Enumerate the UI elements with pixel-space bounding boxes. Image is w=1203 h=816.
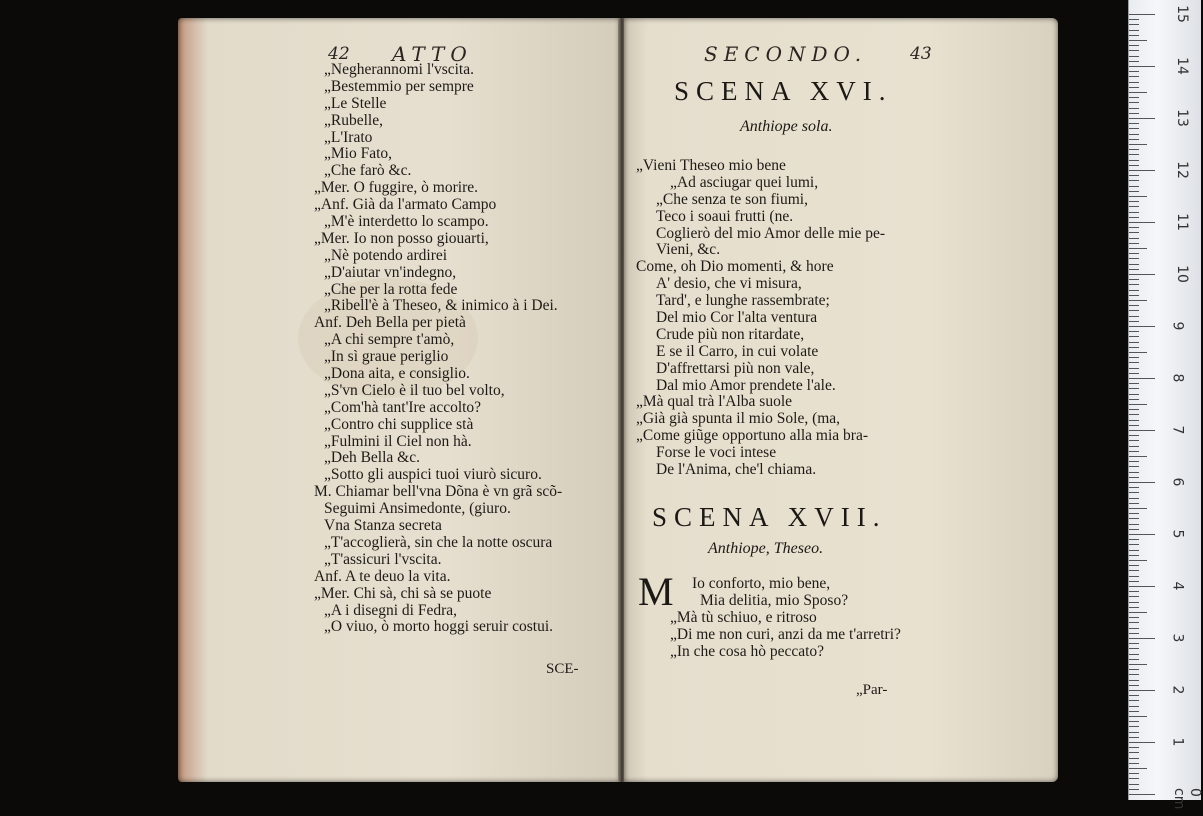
ruler-tick [1129, 269, 1139, 270]
text-line: „Vieni Theseo mio bene [636, 157, 786, 174]
ruler-tick [1129, 279, 1139, 280]
ruler-tick [1129, 310, 1139, 311]
ruler-tick [1129, 383, 1139, 384]
ruler-tick [1129, 726, 1139, 727]
ruler-label: 13 [1173, 109, 1190, 127]
ruler-tick [1129, 602, 1139, 603]
ruler-tick [1129, 19, 1139, 20]
ruler-tick [1129, 61, 1139, 62]
ruler-tick [1129, 633, 1139, 634]
ruler-tick [1129, 565, 1139, 566]
ruler-tick [1129, 40, 1147, 41]
ruler-tick [1129, 378, 1155, 379]
ruler-tick [1129, 35, 1139, 36]
ruler-tick [1129, 331, 1139, 332]
ruler-label: 7 [1169, 425, 1186, 435]
ruler-tick [1129, 50, 1139, 51]
ruler-tick [1129, 440, 1139, 441]
text-line: „T'accoglierà, sin che la notte oscura [324, 533, 553, 551]
ruler-tick [1129, 238, 1139, 239]
ruler-tick [1129, 76, 1139, 77]
text-line: „A i disegni di Fedra, [324, 601, 458, 619]
ruler-tick [1129, 186, 1139, 187]
text-line: Dal mio Amor prendete l'ale. [656, 376, 836, 394]
ruler-tick [1129, 794, 1155, 795]
text-line: „Che farò &c. [324, 162, 412, 180]
text-line: „D'aiutar vn'indegno, [324, 263, 457, 281]
ruler-tick [1129, 466, 1139, 467]
ruler-tick [1129, 763, 1139, 764]
ruler-tick [1129, 529, 1139, 530]
ruler-tick [1129, 362, 1139, 363]
ruler-tick [1129, 316, 1139, 317]
ruler-tick [1129, 596, 1139, 597]
ruler-tick [1129, 695, 1139, 696]
text-line: De l'Anima, che'l chiama. [656, 461, 817, 479]
ruler-tick [1129, 513, 1139, 514]
ruler-tick [1129, 170, 1155, 171]
ruler-tick [1129, 97, 1139, 98]
text-line: „Rubelle, [324, 111, 383, 129]
ruler-tick [1129, 472, 1139, 473]
text-line: „A chi sempre t'amò, [324, 331, 455, 349]
text-line: E se il Carro, in cui volate [656, 342, 819, 360]
ruler-tick [1129, 352, 1147, 353]
ruler-tick [1129, 732, 1139, 733]
text-line: Io conforto, mio bene, [692, 575, 831, 592]
ruler-tick [1129, 607, 1139, 608]
ruler-label: 6 [1169, 477, 1186, 487]
text-line: Anf. A te deuo la vita. [314, 567, 451, 585]
text-line: Coglierò del mio Amor delle mie pe- [656, 224, 886, 242]
text-line: M. Chiamar bell'vna Dõna è vn grã scõ- [314, 483, 563, 501]
text-line: Seguimi Ansimedonte, (giuro. [324, 500, 511, 518]
ruler-tick [1129, 248, 1147, 249]
ruler-tick [1129, 175, 1139, 176]
ruler-tick [1129, 638, 1155, 639]
ruler-tick [1129, 160, 1139, 161]
ruler-tick [1129, 191, 1139, 192]
ruler-tick [1129, 690, 1155, 691]
text-line: „Ribell'è à Theseo, & inimico à i Dei. [324, 297, 558, 315]
ruler-tick [1129, 243, 1139, 244]
ruler-tick [1129, 586, 1155, 587]
text-line: „In che cosa hò peccato? [670, 642, 825, 660]
ruler-tick [1129, 544, 1139, 545]
text-line: „Contro chi supplice stà [324, 415, 474, 433]
ruler-label: 3 [1169, 633, 1186, 643]
ruler-tick [1129, 420, 1139, 421]
text-line: „T'assicuri l'vscita. [324, 550, 442, 568]
ruler-label: 5 [1169, 529, 1186, 539]
ruler-tick [1129, 118, 1155, 119]
text-line: Forse le voci intese [656, 444, 777, 462]
text-line: „S'vn Cielo è il tuo bel volto, [324, 381, 505, 399]
text-line: „Che per la rotta fede [324, 280, 458, 298]
ruler-tick [1129, 456, 1147, 457]
ruler-tick [1129, 264, 1139, 265]
ruler-label: 15 [1173, 5, 1190, 23]
ruler-label: 10 [1173, 265, 1190, 283]
ruler-tick [1129, 503, 1139, 504]
text-line: „Mer. Chi sà, chi sà se puote [314, 584, 492, 602]
left-page [178, 18, 620, 782]
text-line: „Anf. Già da l'armato Campo [314, 196, 497, 214]
ruler-tick [1129, 373, 1139, 374]
ruler-tick [1129, 477, 1139, 478]
text-line: A' desio, che vi misura, [656, 275, 802, 293]
ruler-tick [1129, 659, 1139, 660]
text-line: „In sì graue periglio [324, 348, 449, 366]
text-line: „Mà qual trà l'Alba suole [636, 393, 793, 411]
ruler-tick [1129, 154, 1139, 155]
text-line: Tard', e lunghe rassembrate; [656, 292, 830, 310]
ruler-tick [1129, 570, 1139, 571]
ruler-tick [1129, 82, 1139, 83]
ruler-tick [1129, 737, 1139, 738]
ruler-tick [1129, 113, 1139, 114]
scene-xvi-characters: Anthiope sola. [740, 118, 833, 135]
right-catchword: „Par- [856, 682, 888, 698]
text-line: „Che senza te son fiumi, [656, 190, 808, 208]
ruler-tick [1129, 45, 1139, 46]
ruler-tick [1129, 284, 1139, 285]
ruler-tick [1129, 71, 1139, 72]
text-line: „Mer. Io non posso giouarti, [314, 229, 489, 247]
ruler-tick [1129, 664, 1147, 665]
text-line: „Com'hà tant'Ire accolto? [324, 398, 482, 416]
ruler-tick [1129, 700, 1139, 701]
text-line: „Mer. O fuggire, ò morire. [314, 179, 478, 197]
ruler-tick [1129, 685, 1139, 686]
ruler-tick [1129, 711, 1139, 712]
text-line: „Mio Fato, [324, 145, 393, 163]
ruler-tick [1129, 92, 1147, 93]
text-line: „Le Stelle [324, 94, 387, 112]
ruler-tick [1129, 550, 1139, 551]
ruler-tick [1129, 669, 1139, 670]
text-line: Crude più non ritardate, [656, 325, 805, 343]
ruler-tick [1129, 534, 1155, 535]
text-line: Mia delitia, mio Sposo? [700, 591, 849, 609]
ruler-tick [1129, 789, 1139, 790]
ruler-tick [1129, 742, 1155, 743]
ruler-tick [1129, 430, 1155, 431]
ruler-tick [1129, 539, 1139, 540]
ruler-tick [1129, 258, 1139, 259]
ruler-tick [1129, 461, 1139, 462]
ruler-tick [1129, 14, 1155, 15]
ruler-tick [1129, 30, 1139, 31]
right-page [624, 18, 1058, 782]
ruler-tick [1129, 758, 1139, 759]
scene-xvii-characters: Anthiope, Theseo. [708, 540, 824, 557]
right-page-number: 43 [910, 44, 932, 64]
ruler-tick [1129, 87, 1139, 88]
ruler-tick [1129, 784, 1139, 785]
right-running-head: SECONDO. [704, 42, 868, 66]
ruler-tick [1129, 524, 1139, 525]
text-line: „Negherannomi l'vscita. [324, 61, 474, 78]
ruler-tick [1129, 648, 1139, 649]
ruler-tick [1129, 674, 1139, 675]
ruler-tick [1129, 290, 1139, 291]
ruler-tick [1129, 134, 1139, 135]
measurement-ruler [1128, 0, 1203, 810]
ruler-tick [1129, 165, 1139, 166]
ruler-tick [1129, 56, 1139, 57]
ruler-tick [1129, 139, 1139, 140]
ruler-tick [1129, 149, 1139, 150]
ruler-tick [1129, 622, 1139, 623]
ruler-tick [1129, 482, 1155, 483]
ruler-tick [1129, 643, 1139, 644]
ruler-tick [1129, 342, 1139, 343]
text-line: „L'Irato [324, 128, 373, 146]
ruler-label: 12 [1173, 161, 1190, 179]
ruler-tick [1129, 576, 1139, 577]
ruler-tick [1129, 295, 1139, 296]
text-line: Come, oh Dio momenti, & hore [636, 258, 834, 276]
ruler-label: 2 [1169, 685, 1186, 695]
ruler-tick [1129, 326, 1155, 327]
ruler-tick [1129, 555, 1139, 556]
ruler-tick [1129, 144, 1147, 145]
ruler-tick [1129, 404, 1147, 405]
ruler-tick [1129, 716, 1147, 717]
ruler-tick [1129, 102, 1139, 103]
ruler-tick [1129, 305, 1139, 306]
ruler-tick [1129, 721, 1139, 722]
ruler-label: 8 [1169, 373, 1186, 383]
ruler-label: 14 [1173, 57, 1190, 75]
ruler-tick [1129, 706, 1139, 707]
ruler-tick [1129, 773, 1139, 774]
ruler-tick [1129, 768, 1147, 769]
ruler-label: 1 [1169, 737, 1186, 747]
text-line: Teco i soaui frutti (ne. [656, 207, 794, 225]
text-line: „Ad asciugar quei lumi, [670, 173, 819, 191]
ruler-label: 9 [1169, 321, 1186, 331]
ruler-tick [1129, 498, 1139, 499]
ruler-tick [1129, 508, 1147, 509]
ruler-tick [1129, 253, 1139, 254]
ruler-tick [1129, 409, 1139, 410]
text-line: Del mio Cor l'alta ventura [656, 309, 818, 327]
ruler-tick [1129, 747, 1139, 748]
ruler-tick [1129, 487, 1139, 488]
ruler-tick [1129, 435, 1139, 436]
ruler-tick [1129, 560, 1147, 561]
ruler-tick [1129, 66, 1155, 67]
ruler-tick [1129, 222, 1155, 223]
ruler-tick [1129, 612, 1147, 613]
text-line: „Deh Bella &c. [324, 449, 420, 467]
ruler-tick [1129, 196, 1147, 197]
left-page-text [314, 62, 562, 636]
ruler-tick [1129, 206, 1139, 207]
ruler-tick [1129, 617, 1139, 618]
text-line: „Bestemmio per sempre [324, 77, 474, 95]
ruler-tick [1129, 336, 1139, 337]
ruler-tick [1129, 201, 1139, 202]
ruler-tick [1129, 388, 1139, 389]
ruler-tick [1129, 347, 1139, 348]
text-line: „M'è interdetto lo scampo. [324, 213, 489, 231]
scene-xvi-title: SCENA XVI. [674, 76, 893, 106]
scene-xvii-title: SCENA XVII. [652, 502, 887, 532]
text-line: „Sotto gli auspici tuoi viurò sicuro. [324, 466, 542, 484]
ruler-tick [1129, 108, 1139, 109]
ruler-tick [1129, 212, 1139, 213]
text-line: „Come giũge opportuno alla mia bra- [636, 427, 869, 445]
ruler-label: 11 [1173, 213, 1190, 231]
ruler-tick [1129, 492, 1139, 493]
ruler-tick [1129, 752, 1139, 753]
left-catchword: SCE- [546, 661, 579, 677]
ruler-tick [1129, 123, 1139, 124]
ruler-tick [1129, 628, 1139, 629]
ruler-tick [1129, 446, 1139, 447]
ruler-label: 4 [1169, 581, 1186, 591]
scene-xvii-dropcap: M [638, 569, 674, 614]
ruler-label: 0 cm [1171, 788, 1203, 810]
ruler-tick [1129, 180, 1139, 181]
ruler-tick [1129, 274, 1155, 275]
ruler-tick [1129, 581, 1139, 582]
text-line: D'affrettarsi più non vale, [656, 359, 815, 377]
ruler-tick [1129, 394, 1139, 395]
ruler-tick [1129, 300, 1147, 301]
scene-xvi-text [636, 158, 885, 479]
ruler-tick [1129, 414, 1139, 415]
open-book [178, 18, 1058, 782]
ruler-tick [1129, 227, 1139, 228]
text-line: „Di me non curi, anzi da me t'arretri? [670, 625, 901, 643]
ruler-tick [1129, 321, 1139, 322]
text-line: „O viuo, ò morto hoggi seruir costui. [324, 618, 554, 636]
text-line: Vna Stanza secreta [324, 517, 442, 535]
ruler-tick [1129, 128, 1139, 129]
text-line: „Dona aita, e consiglio. [324, 365, 470, 383]
ruler-tick [1129, 425, 1139, 426]
ruler-tick [1129, 399, 1139, 400]
left-page-number: 42 [328, 44, 350, 64]
text-line: „Già già spunta il mio Sole, (ma, [636, 410, 841, 428]
ruler-tick [1129, 654, 1139, 655]
text-line: Anf. Deh Bella per pietà [314, 314, 466, 332]
ruler-tick [1129, 451, 1139, 452]
ruler-tick [1129, 232, 1139, 233]
text-line: „Nè potendo ardirei [324, 246, 448, 264]
ruler-tick [1129, 368, 1139, 369]
scene-xvii-text [670, 576, 901, 660]
ruler-tick [1129, 24, 1139, 25]
text-line: „Fulmini il Ciel non hà. [324, 432, 472, 450]
ruler-tick [1129, 680, 1139, 681]
ruler-tick [1129, 357, 1139, 358]
text-line: Vieni, &c. [656, 241, 721, 259]
ruler-tick [1129, 217, 1139, 218]
left-running-head: ATTO [392, 42, 473, 66]
ruler-tick [1129, 778, 1139, 779]
text-line: „Mà tù schiuo, e ritroso [670, 608, 817, 626]
ruler-tick [1129, 518, 1139, 519]
ruler-tick [1129, 591, 1139, 592]
